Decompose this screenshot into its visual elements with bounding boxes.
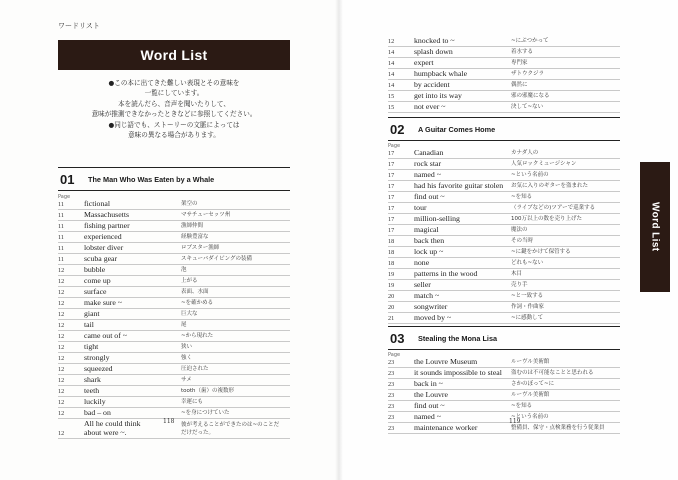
entry-term: maintenance worker [414,423,478,432]
entry-term: fishing partner [84,221,130,230]
section-number: 02 [390,121,405,137]
entry-page: 17 [388,172,395,179]
running-header: ワードリスト [58,22,100,30]
entry-page: 11 [58,256,64,263]
entry-page: 17 [388,205,395,212]
entry-meaning: ~を確かめる [181,300,214,306]
entry-meaning: 整備員、保守・点検業務を行う従業員 [511,425,605,431]
entry-page: 12 [58,311,65,318]
page-number-left: 118 [163,418,175,425]
entry-term: surface [84,287,107,296]
word-entry-row [58,386,290,397]
word-entry-row [58,199,290,210]
section-title: The Man Who Was Eaten by a Whale [88,174,215,184]
entry-meaning: ~という名前の [511,414,549,420]
entry-term: not ever ~ [414,102,446,111]
entry-term: it sounds impossible to steal [414,368,502,377]
page-column-label: Page [388,143,401,149]
entry-term: lock up ~ [414,247,444,256]
entry-page: 12 [388,38,395,45]
entry-page: 23 [388,403,395,410]
entry-term: find out ~ [414,192,445,201]
entry-term: experienced [84,232,122,241]
word-entry-row [58,364,290,375]
section-title: Stealing the Mona Lisa [418,333,498,343]
word-entry-row [58,375,290,386]
entry-page: 21 [388,315,395,322]
entry-meaning: 狭い [181,344,193,350]
page-column-label: Page [58,194,71,200]
word-entry-row [388,47,620,58]
entry-meaning: ルーヴル美術館 [511,359,550,365]
section-number: 03 [390,330,405,346]
entry-term: expert [414,58,434,67]
section-03-heading [388,326,620,350]
entry-page: 14 [388,82,395,89]
entry-meaning: ~を身につけていた [181,410,230,416]
page-column-label: Page [388,352,401,358]
entry-term: named ~ [414,412,441,421]
entry-meaning: ~から現れた [181,333,214,339]
entry-term: scuba gear [84,254,118,263]
entry-meaning: ~に感動して [511,315,544,321]
entry-page: 12 [58,388,65,395]
entry-term-line: about were ~. [84,428,127,437]
entry-page: 14 [388,71,395,78]
entry-page: 17 [388,194,395,201]
entry-term: giant [84,309,100,318]
entry-meaning: サメ [181,377,192,383]
entry-meaning: ザトウクジラ [511,71,545,77]
word-list-title: Word List [58,40,290,70]
entry-term: find out ~ [414,401,445,410]
intro-line: 本を読んだら、音声を聞いたりして、 [118,99,230,108]
entry-page: 14 [388,49,395,56]
entry-page: 23 [388,425,395,432]
entry-term: luckily [84,397,106,406]
entry-term: the Louvre Museum [414,357,478,366]
entry-meaning: ルーヴル美術館 [511,392,550,398]
entry-term: come up [84,276,111,285]
word-entry-row [388,36,620,47]
entry-term: seller [414,280,431,289]
word-entry-row [388,401,620,412]
word-entry-row [388,170,620,181]
entry-page: 11 [58,201,64,208]
word-entry-row [58,353,290,364]
entry-meaning: 巨大な [181,311,198,317]
word-entry-row [388,412,620,423]
section-01-continued-table [388,36,620,113]
entry-meaning: ~という名前の [511,172,549,178]
word-entry-row [388,58,620,69]
entry-meaning: 邪の邪魔になる [511,93,550,99]
word-entry-row [388,91,620,102]
word-entry-row [58,265,290,276]
entry-term: patterns in the wood [414,269,478,278]
entry-page: 12 [58,344,65,351]
entry-term: Canadian [414,148,444,157]
entry-term: rock star [414,159,442,168]
entry-page: 14 [388,60,395,67]
entry-term: million-selling [414,214,460,223]
word-entry-row [58,397,290,408]
word-entry-row [388,181,620,192]
entry-term: strongly [84,353,110,362]
word-entry-row [388,357,620,368]
entry-page: 18 [388,249,395,256]
side-tab-label: Word List [649,202,661,252]
word-entry-row [58,298,290,309]
entry-term: the Louvre [414,390,448,399]
word-entry-row [388,69,620,80]
entry-term: back then [414,236,445,245]
entry-meaning: 魔法の [511,227,528,233]
entry-meaning: マサチューセッツ州 [181,212,231,218]
entry-page: 12 [58,399,65,406]
entry-term: by accident [414,80,450,89]
entry-meaning: 尾 [181,322,187,328]
entry-meaning: お気に入りのギターを盗まれた [511,183,588,189]
word-entry-row [388,269,620,280]
entry-page: 12 [58,430,65,437]
intro-line: ●同じ語でも、ストーリーの文脈によっては [108,120,240,129]
entry-page: 19 [388,282,395,289]
entry-page: 17 [388,216,395,223]
word-entry-row [58,232,290,243]
entry-page: 17 [388,161,395,168]
entry-term: match ~ [414,291,440,300]
entry-meaning: 強く [181,355,193,361]
intro-line: 意味が推測できなかったときなどに参照してください。 [91,110,257,119]
entry-meaning: ~を知る [511,194,533,200]
entry-page: 23 [388,414,395,421]
word-entry-row [388,236,620,247]
intro-line: ●この本に出てきた難しい表現とその意味を [108,79,240,87]
entry-term: magical [414,225,439,234]
word-entry-row [58,243,290,254]
word-entry-row [388,280,620,291]
entry-meaning: 専門家 [511,60,528,66]
entry-meaning: 圧迫された [181,366,209,372]
entry-term: lobster diver [84,243,124,252]
section-03-word-table [388,357,620,434]
word-entry-row [388,102,620,113]
entry-term: tour [414,203,427,212]
entry-meaning: 人気ロックミュージシャン [511,161,577,167]
entry-term: tail [84,320,94,329]
entry-term: came out of ~ [84,331,127,340]
word-entry-row [388,379,620,390]
entry-meaning: 泡 [181,267,187,273]
entry-meaning: ロブスター漁師 [181,245,220,251]
entry-page: 12 [58,300,65,307]
entry-meaning: スキューバダイビングの装備 [181,256,253,262]
entry-term: knocked to ~ [414,36,455,45]
entry-meaning: tooth（歯）の複数形 [181,388,235,394]
entry-meaning-line: 彼が考えることができたのは~のことだ [181,422,280,428]
entry-meaning: 作詞・作曲家 [511,304,545,310]
entry-meaning: ~に鍵をかけて保管する [511,249,571,255]
word-entry-row [58,287,290,298]
entry-meaning: 盗むのは不可能なことと思われる [511,370,594,376]
word-entry-row [388,247,620,258]
entry-meaning: 着水する [511,49,534,55]
entry-meaning: 木目 [511,271,523,277]
entry-page: 19 [388,271,395,278]
entry-meaning [181,421,279,438]
intro-line: 意味の異なる場合があります。 [128,131,220,140]
word-entry-row [388,203,620,214]
entry-page: 12 [58,278,65,285]
word-entry-row [58,309,290,320]
section-01-heading [58,167,290,191]
entry-meaning: ~と一致する [511,293,544,299]
intro-text [58,78,290,140]
entry-term: fictional [84,199,110,208]
entry-meaning: 上がる [181,278,198,284]
section-02-heading [388,117,620,141]
entry-page: 12 [58,267,65,274]
entry-term: Massachusetts [84,210,130,219]
word-entry-row [388,192,620,203]
entry-term: get into its way [414,91,462,100]
entry-page: 17 [388,227,395,234]
entry-page: 12 [58,410,65,417]
entry-page: 17 [388,183,395,190]
entry-page: 12 [58,355,65,362]
entry-page: 15 [388,104,395,111]
entry-page: 12 [58,377,65,384]
entry-page: 23 [388,381,395,388]
word-entry-row [388,390,620,401]
word-entry-row [388,214,620,225]
page-number-right: 119 [509,418,521,425]
section-number: 01 [60,171,75,187]
entry-meaning: 偶然に [511,82,528,88]
entry-term: bad – on [84,408,111,417]
entry-page: 23 [388,359,395,366]
word-entry-row [58,254,290,265]
entry-page: 18 [388,238,395,245]
entry-page: 11 [58,234,64,241]
entry-term: splash down [414,47,453,56]
word-entry-row [58,342,290,353]
word-entry-row [58,210,290,221]
entry-term: humpback whale [414,69,468,78]
entry-term: none [414,258,430,267]
entry-term: named ~ [414,170,441,179]
section-01-word-table [58,199,290,439]
entry-meaning: 架空の [181,201,198,207]
word-entry-row [388,368,620,379]
entry-term: moved by ~ [414,313,452,322]
entry-meaning: 売り手 [511,282,528,288]
entry-page: 12 [58,289,65,296]
word-entry-row [388,423,620,434]
word-entry-row [58,221,290,232]
entry-meaning: ~にぶつかって [511,38,549,44]
entry-page: 20 [388,304,395,311]
word-entry-row [388,148,620,159]
entry-meaning: 決して~ない [511,104,544,110]
entry-meaning: 表面、水面 [181,289,209,295]
entry-meaning: カナダ人の [511,150,539,156]
word-entry-row [58,276,290,287]
entry-term: make sure ~ [84,298,122,307]
section-title: A Guitar Comes Home [418,124,496,134]
word-entry-row [388,159,620,170]
entry-page: 23 [388,370,395,377]
entry-page: 11 [58,212,64,219]
intro-line: 一覧にしています。 [144,89,204,98]
entry-term: songwriter [414,302,448,311]
entry-term: squeezed [84,364,113,373]
entry-term-line: All he could think [84,419,141,428]
entry-page: 11 [58,245,64,252]
word-entry-row [388,313,620,324]
word-entry-row [58,320,290,331]
word-entry-row [388,80,620,91]
entry-term: shark [84,375,101,384]
entry-page: 17 [388,150,395,157]
book-gutter [335,0,343,480]
entry-meaning: 幸運にも [181,399,204,405]
entry-term: back in ~ [414,379,443,388]
entry-meaning: どれも~ない [511,260,544,266]
entry-meaning: 漁師仲間 [181,223,204,229]
entry-meaning: ~を知る [511,403,533,409]
entry-meaning: さかのぼって~に [511,381,555,387]
entry-page: 18 [388,260,395,267]
entry-meaning: その当時 [511,238,534,244]
entry-term: tight [84,342,99,351]
entry-page: 23 [388,392,395,399]
entry-page: 11 [58,223,64,230]
entry-term: teeth [84,386,100,395]
entry-meaning-line: だけだった。 [181,430,215,436]
entry-page: 12 [58,333,65,340]
word-entry-row [388,291,620,302]
entry-page: 20 [388,293,395,300]
entry-meaning: 100万以上の数を売り上げた [511,216,582,222]
word-entry-row [58,331,290,342]
entry-term [84,419,141,438]
word-entry-row [388,302,620,313]
word-entry-row [388,225,620,236]
word-list-side-tab [640,162,670,292]
entry-page: 12 [58,366,65,373]
section-02-word-table [388,148,620,324]
word-entry-row [388,258,620,269]
entry-meaning: （ライブなどの)ツアーで巡業する [511,205,596,211]
entry-term: bubble [84,265,106,274]
entry-term: had his favorite guitar stolen [414,181,504,190]
entry-page: 15 [388,93,395,100]
entry-page: 12 [58,322,65,329]
entry-meaning: 経験豊富な [181,234,209,240]
